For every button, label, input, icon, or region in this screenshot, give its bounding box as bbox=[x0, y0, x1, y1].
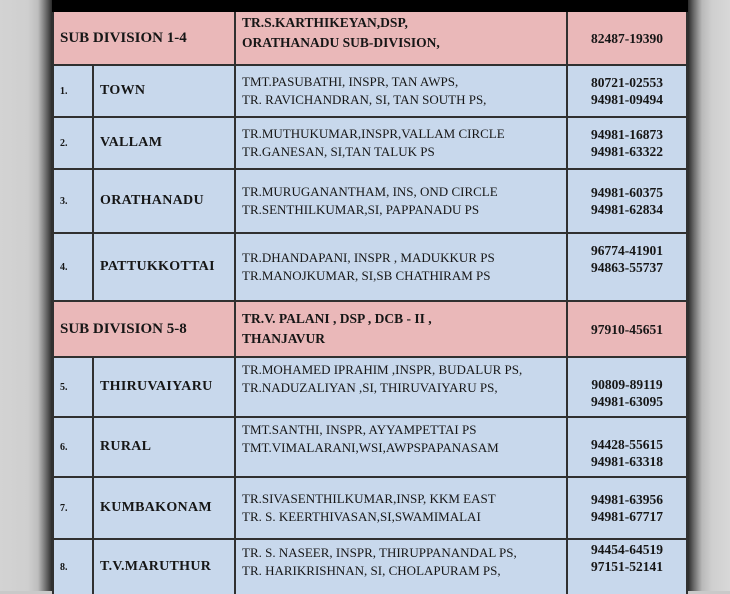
phone-line: 94981-62834 bbox=[591, 202, 663, 217]
subdivision-officer bbox=[236, 12, 568, 66]
phone-line: 80721-02553 bbox=[591, 75, 663, 90]
phone-numbers bbox=[568, 358, 688, 418]
officer-line: TR. RAVICHANDRAN, SI, TAN SOUTH PS, bbox=[242, 92, 487, 107]
phone-line: 97151-52141 bbox=[591, 559, 663, 574]
row-number: 1. bbox=[52, 66, 94, 118]
officer-line: TR.MANOJKUMAR, SI,SB CHATHIRAM PS bbox=[242, 268, 491, 283]
officer-line: TR.SIVASENTHILKUMAR,INSP, KKM EAST bbox=[242, 491, 496, 506]
officer-line: TMT.PASUBATHI, INSPR, TAN AWPS, bbox=[242, 74, 459, 89]
phone-line: 94981-67717 bbox=[591, 509, 663, 524]
station-name: THIRUVAIYARU bbox=[94, 358, 236, 418]
phone-line: 94981-63322 bbox=[591, 144, 663, 159]
subdivision-title: SUB DIVISION 1-4 bbox=[52, 12, 236, 66]
phone-line: 94981-16873 bbox=[591, 127, 663, 142]
officer-line: TR.DHANDAPANI, INSPR , MADUKKUR PS bbox=[242, 250, 495, 265]
subdivision-title: SUB DIVISION 5-8 bbox=[52, 302, 236, 358]
phone-line: 90809-89119 bbox=[591, 377, 663, 392]
row-number: 8. bbox=[52, 540, 94, 594]
officer-line: TMT.SANTHI, INSPR, AYYAMPETTAI PS bbox=[242, 422, 477, 437]
officer-line: TR. HARIKRISHNAN, SI, CHOLAPURAM PS, bbox=[242, 563, 501, 578]
row-number: 6. bbox=[52, 418, 94, 478]
officer-line: TR. S. NASEER, INSPR, THIRUPPANANDAL PS, bbox=[242, 545, 517, 560]
station-name: T.V.MARUTHUR bbox=[94, 540, 236, 594]
page-shadow-right bbox=[688, 0, 730, 591]
officer-line: TR.V. PALANI , DSP , DCB - II , bbox=[242, 311, 432, 326]
row-number: 5. bbox=[52, 358, 94, 418]
officer-line: TR.MUTHUKUMAR,INSPR,VALLAM CIRCLE bbox=[242, 126, 505, 141]
subdivision-phone: 82487-19390 bbox=[568, 12, 688, 66]
phone-line: 94428-55615 bbox=[591, 437, 663, 452]
phone-line: 94981-63318 bbox=[591, 454, 663, 469]
officer-line: THANJAVUR bbox=[242, 331, 326, 346]
row-number: 4. bbox=[52, 234, 94, 302]
phone-line: 94981-60375 bbox=[591, 185, 663, 200]
station-name: TOWN bbox=[94, 66, 236, 118]
phone-numbers bbox=[568, 170, 688, 234]
officer-names bbox=[236, 478, 568, 540]
officer-line: TR.SENTHILKUMAR,SI, PAPPANADU PS bbox=[242, 202, 480, 217]
phone-numbers bbox=[568, 66, 688, 118]
phone-numbers bbox=[568, 118, 688, 170]
officer-names bbox=[236, 118, 568, 170]
phone-line: 94981-09494 bbox=[591, 92, 663, 107]
phone-line: 94981-63956 bbox=[591, 492, 663, 507]
officer-names bbox=[236, 358, 568, 418]
phone-numbers bbox=[568, 540, 688, 594]
station-name: RURAL bbox=[94, 418, 236, 478]
officer-line: TR.MURUGANANTHAM, INS, OND CIRCLE bbox=[242, 184, 498, 199]
officer-line: TR.GANESAN, SI,TAN TALUK PS bbox=[242, 144, 435, 159]
station-name: KUMBAKONAM bbox=[94, 478, 236, 540]
officer-line: TR. S. KEERTHIVASAN,SI,SWAMIMALAI bbox=[242, 509, 481, 524]
subdivision-phone: 97910-45651 bbox=[568, 302, 688, 358]
officer-names bbox=[236, 540, 568, 594]
officer-names bbox=[236, 170, 568, 234]
subdivision-officer bbox=[236, 302, 568, 358]
table-top-bar bbox=[52, 0, 688, 12]
officer-line: TR.S.KARTHIKEYAN,DSP, bbox=[242, 15, 408, 30]
station-name: VALLAM bbox=[94, 118, 236, 170]
officer-names bbox=[236, 66, 568, 118]
phone-line: 94981-63095 bbox=[591, 394, 663, 409]
officer-line: ORATHANADU SUB-DIVISION, bbox=[242, 35, 440, 50]
row-number: 2. bbox=[52, 118, 94, 170]
contact-table bbox=[52, 12, 688, 591]
row-number: 3. bbox=[52, 170, 94, 234]
page-shadow-left bbox=[0, 0, 52, 591]
officer-line: TMT.VIMALARANI,WSI,AWPSPAPANASAM bbox=[242, 440, 499, 455]
station-name: ORATHANADU bbox=[94, 170, 236, 234]
phone-line: 96774-41901 bbox=[591, 243, 663, 258]
phone-line: 94863-55737 bbox=[591, 260, 663, 275]
officer-line: TR.NADUZALIYAN ,SI, THIRUVAIYARU PS, bbox=[242, 380, 498, 395]
officer-line: TR.MOHAMED IPRAHIM ,INSPR, BUDALUR PS, bbox=[242, 362, 523, 377]
station-name: PATTUKKOTTAI bbox=[94, 234, 236, 302]
phone-numbers bbox=[568, 478, 688, 540]
phone-numbers bbox=[568, 418, 688, 478]
phone-line: 94454-64519 bbox=[591, 542, 663, 557]
officer-names bbox=[236, 418, 568, 478]
phone-numbers bbox=[568, 234, 688, 302]
officer-names bbox=[236, 234, 568, 302]
row-number: 7. bbox=[52, 478, 94, 540]
